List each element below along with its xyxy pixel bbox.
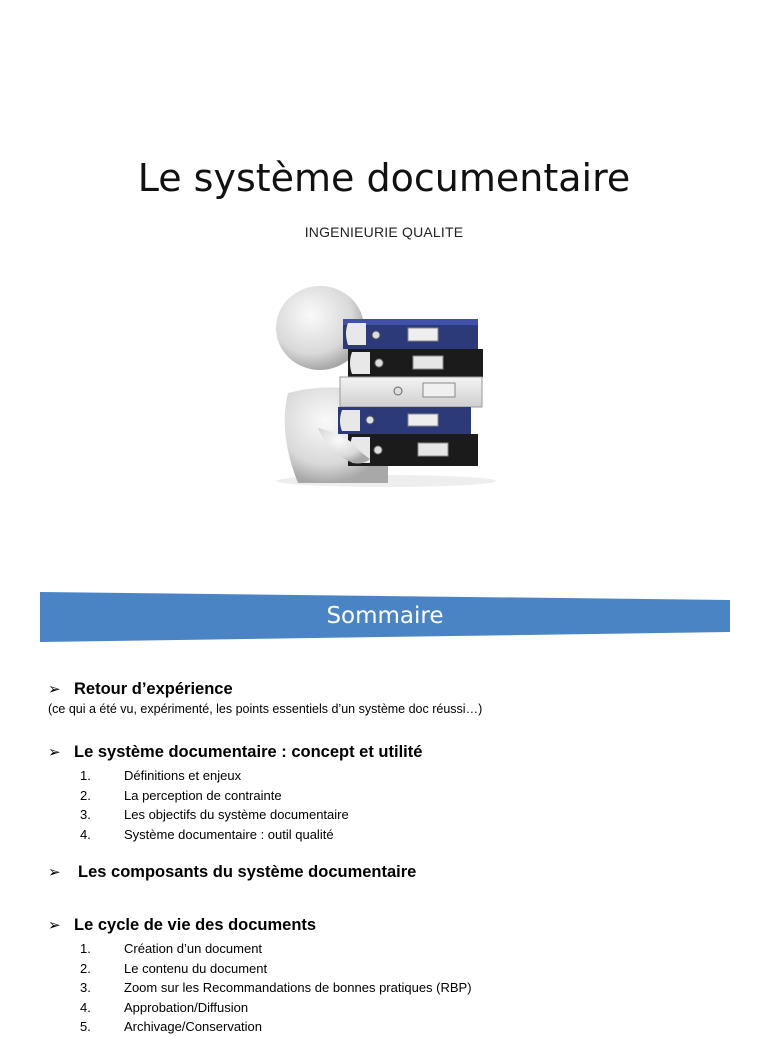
summary-slide [0,570,768,1034]
section-heading: Retour d’expérience [74,679,233,698]
list-item: 4. Approbation/Diffusion [80,999,249,1015]
section-note: (ce qui a été vu, expérimenté, les points essentiels d’un système doc réussi…) [48,702,483,716]
section-concept [48,741,422,844]
summary-heading: Sommaire [326,603,444,629]
list-item: 1. Création d’un document [80,941,263,956]
arrow-bullet-icon: ➢ [48,681,61,698]
list-item: 3. Zoom sur les Recommandations de bonnes pratiques (RBP) [80,980,472,995]
list-item: 5. Archivage/Conservation [80,1019,263,1034]
binders-figure-image [258,283,513,488]
section-cycle [48,914,472,1037]
list-item: 1. Définitions et enjeux [80,768,242,783]
section-composants [48,861,416,883]
arrow-bullet-icon: ➢ [48,917,61,934]
arrow-bullet-icon: ➢ [48,744,61,761]
list-item: 4. Système documentaire : outil qualité [80,826,334,842]
arrow-bullet-icon: ➢ [48,864,61,881]
list-item: 3. Les objectifs du système documentaire [80,807,349,822]
section-heading: Le système documentaire : concept et utilité [74,742,423,761]
slide-subtitle: INGENIEURIE QUALITE [304,224,464,240]
section-heading: Les composants du système documentaire [78,862,417,881]
list-item: 2. Le contenu du document [80,960,268,976]
slide-title: Le système documentaire [137,156,631,200]
section-heading: Le cycle de vie des documents [74,915,317,934]
section-retour [48,678,482,716]
list-item: 2. La perception de contrainte [80,787,282,803]
